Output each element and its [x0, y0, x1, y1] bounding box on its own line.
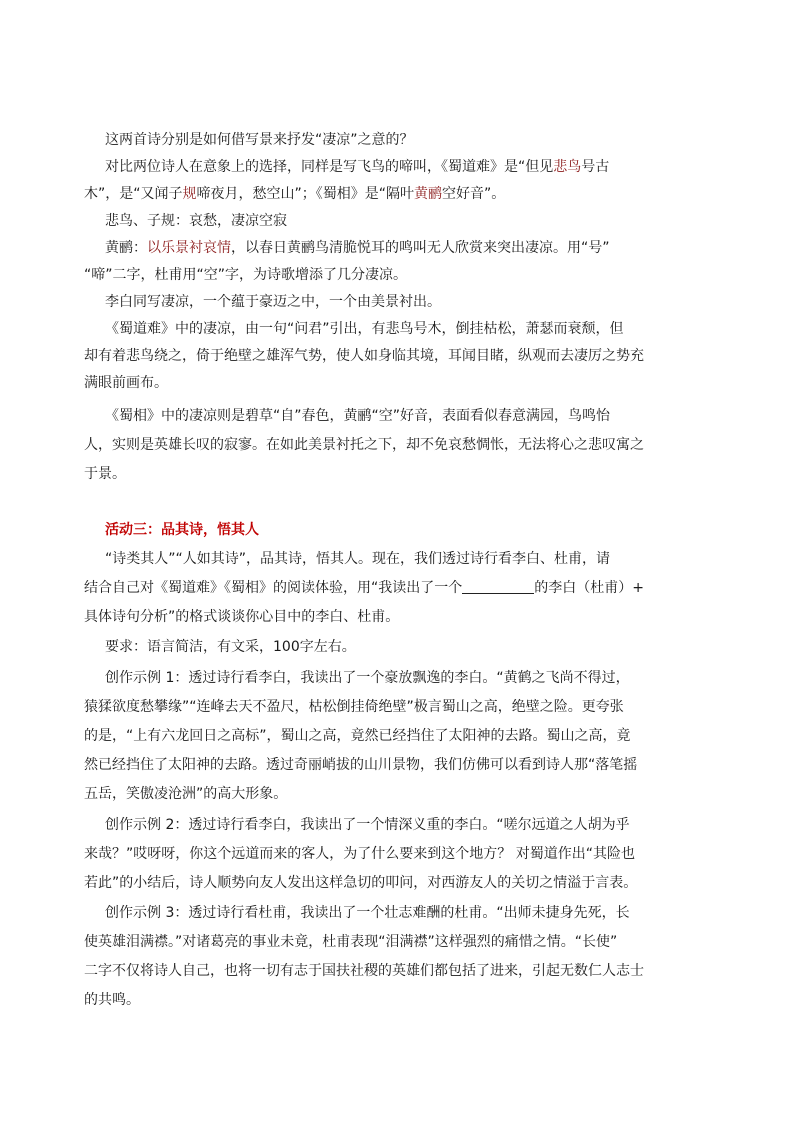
example1-line-3: 的是，“上有六龙回日之高标”，蜀山之高，竟然已经挡住了太阳神的去路。蜀山之高，竟 — [84, 728, 631, 744]
text-span: ，以春日黄鹂鸟清脆悦耳的鸣叫无人欣赏来突出凄凉。用“号” — [231, 240, 610, 256]
text-span: 黄鹂： — [105, 240, 147, 256]
question-line: 这两首诗分别是如何借写景来抒发“凄凉”之意的？ — [105, 132, 414, 148]
libai-summary-line: 李白同写凄凉，一个蕴于豪迈之中，一个由美景衬出。 — [105, 294, 441, 310]
activity3-heading: 活动三：品其诗，悟其人 — [105, 522, 259, 538]
bei-niao-line: 悲鸟、子规：哀愁，凄凉空寂 — [105, 213, 287, 229]
shuxiang-line-1: 《蜀相》中的凄凉则是碧草“自”春色，黄鹂“空”好音，表面看似春意满园，鸟鸣怡 — [105, 408, 611, 424]
contrast-line-2 — [84, 181, 724, 208]
intro-line-1: “诗类其人”“人如其诗”，品其诗，悟其人。现在，我们透过诗行看李白、杜甫，请 — [105, 551, 611, 567]
shuxiang-line-3: 于景。 — [84, 466, 126, 482]
shudao-line-1: 《蜀道难》中的凄凉，由一句“问君”引出，有悲鸟号木，倒挂枯松，萧瑟而衰颓，但 — [105, 321, 624, 337]
text-span: 对比两位诗人在意象上的选择，同样是写飞鸟的啼叫，《蜀道难》是“但见 — [105, 159, 554, 175]
shuxiang-line-2: 人，实则是英雄长叹的寂寥。在如此美景衬托之下，却不免哀愁惆怅，无法将心之悲叹寓之 — [84, 437, 644, 453]
highlight-contrast-technique: 以乐景衬哀情 — [147, 240, 231, 256]
example1-line-2: 猿猱欲度愁攀缘”“连峰去天不盈尺，枯松倒挂倚绝壁”极言蜀山之高，绝壁之险。更夸张 — [84, 699, 624, 715]
text-span: 木”，是“又闻子 — [84, 186, 183, 202]
text-span: 号古 — [581, 159, 610, 175]
highlight-bei-niao: 悲鸟 — [553, 159, 582, 175]
example3-line-3: 二字不仅将诗人自己，也将一切有志于国扶社稷的英雄们都包括了进来，引起无数仁人志士 — [84, 963, 644, 979]
example3-line-1: 创作示例 3：透过诗行看杜甫，我读出了一个壮志难酬的杜甫。“出师未捷身先死，长 — [105, 905, 630, 921]
example2-line-3: 若此”的小结后，诗人顺势向友人发出这样急切的叩问，对西游友人的关切之情溢于言表。 — [84, 875, 638, 891]
example1-line-5: 五岳，笑傲凌沧洲”的高大形象。 — [84, 786, 288, 802]
text-span: 结合自己对《蜀道难》《蜀相》的阅读体验，用“我读出了一个 — [84, 580, 463, 596]
huangli-line-2: “啼”二字，杜甫用“空”字，为诗歌增添了几分凄凉。 — [84, 267, 408, 283]
shudao-line-2: 却有着悲鸟绕之，倚于绝壁之雄浑气势，使人如身临其境，耳闻目睹，纵观而去凄厉之势充 — [84, 348, 644, 364]
example1-line-1: 创作示例 1：透过诗行看李白，我读出了一个豪放飘逸的李白。“黄鹤之飞尚不得过， — [105, 670, 630, 686]
intro-line-2 — [84, 575, 724, 602]
example1-line-4: 然已经挡住了太阳神的去路。透过奇丽峭拔的山川景物，我们仿佛可以看到诗人那“落笔摇 — [84, 757, 638, 773]
example2-line-2: 来哉？”哎呀呀，你这个远道而来的客人，为了什么要来到这个地方？ 对蜀道作出“其险也 — [84, 846, 635, 862]
fill-in-blank — [462, 579, 534, 594]
example3-line-4: 的共鸣。 — [84, 992, 140, 1008]
highlight-gui: 规 — [182, 186, 197, 202]
huangli-line-1 — [84, 235, 724, 262]
contrast-line-1 — [84, 154, 724, 181]
shudao-line-3: 满眼前画布。 — [84, 375, 168, 391]
text-span: 空好音”。 — [442, 186, 506, 202]
example2-line-1: 创作示例 2：透过诗行看李白，我读出了一个情深义重的李白。“嗟尔远道之人胡为乎 — [105, 817, 630, 833]
text-span: 的李白（杜甫）+ — [534, 580, 644, 596]
highlight-huangli: 黄鹂 — [414, 186, 443, 202]
intro-line-3: 具体诗句分析”的格式谈谈你心目中的李白、杜甫。 — [84, 609, 400, 625]
text-span: 啼夜月，愁空山”；《蜀相》是“隔叶 — [196, 186, 415, 202]
requirement-line: 要求：语言简洁，有文采，100字左右。 — [105, 639, 356, 655]
example3-line-2: 使英雄泪满襟。”对诸葛亮的事业未竟，杜甫表现“泪满襟”这样强烈的痛惜之情。“长使” — [84, 934, 618, 950]
